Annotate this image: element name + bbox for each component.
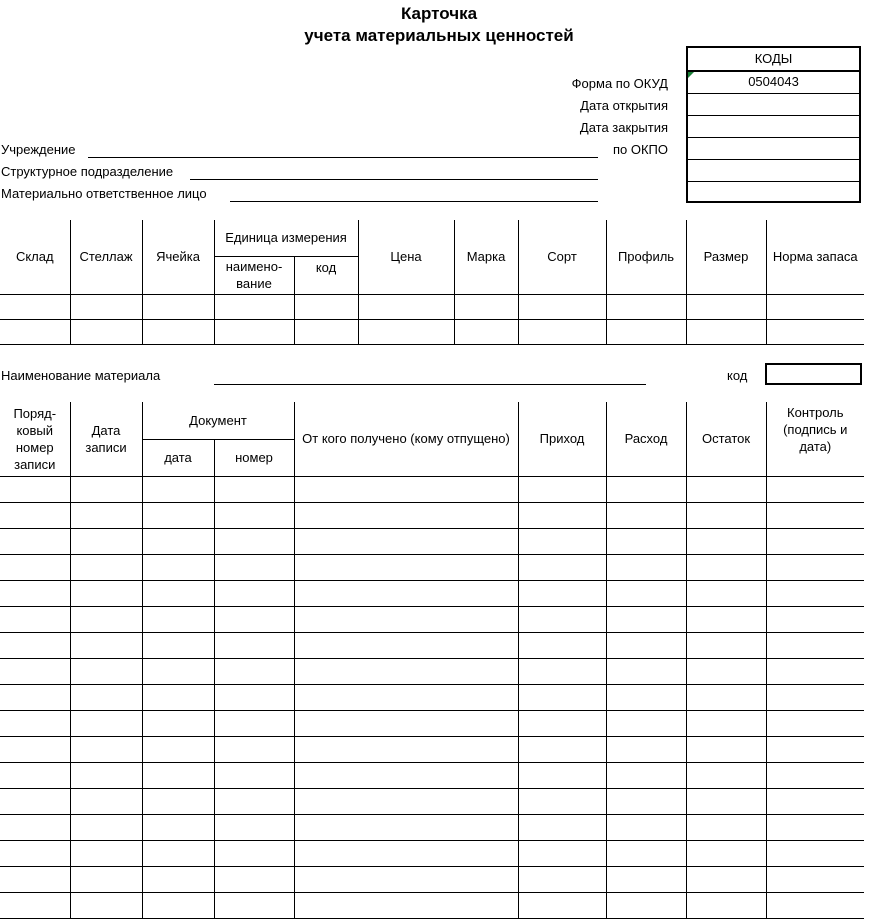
table-cell[interactable] [518, 710, 606, 736]
table-row [0, 319, 864, 344]
header-stock-norm: Норма запаса [766, 220, 864, 294]
table-cell[interactable] [294, 606, 518, 632]
table-cell[interactable] [606, 684, 686, 710]
table-cell[interactable] [70, 762, 142, 788]
table-cell[interactable] [766, 580, 864, 606]
table-cell[interactable] [294, 294, 358, 319]
table-row [0, 684, 864, 710]
table-cell[interactable] [0, 632, 70, 658]
table-cell[interactable] [142, 840, 214, 866]
table-cell[interactable] [518, 502, 606, 528]
table-cell[interactable] [214, 658, 294, 684]
table-cell[interactable] [518, 840, 606, 866]
table-cell[interactable] [766, 294, 864, 319]
table-cell[interactable] [294, 840, 518, 866]
table-cell[interactable] [606, 319, 686, 344]
table-cell[interactable] [518, 554, 606, 580]
table-cell[interactable] [518, 736, 606, 762]
table-cell[interactable] [606, 554, 686, 580]
table-cell[interactable] [454, 319, 518, 344]
table-cell[interactable] [766, 658, 864, 684]
table-cell[interactable] [142, 502, 214, 528]
table-cell[interactable] [0, 840, 70, 866]
table-cell[interactable] [214, 580, 294, 606]
header-unit-name: наимено- вание [214, 256, 294, 294]
header-document: Документ [142, 402, 294, 439]
table-cell[interactable] [606, 528, 686, 554]
table-row [0, 502, 864, 528]
table-row [0, 294, 864, 319]
responsible-line[interactable] [230, 201, 598, 202]
table-cell[interactable] [766, 736, 864, 762]
table-cell[interactable] [518, 814, 606, 840]
open-date-label: Дата открытия [580, 98, 668, 113]
table-cell[interactable] [70, 710, 142, 736]
header-record-date: Дата записи [70, 402, 142, 476]
table-cell[interactable] [294, 710, 518, 736]
table-cell[interactable] [70, 580, 142, 606]
table-cell[interactable] [518, 528, 606, 554]
table-cell[interactable] [518, 580, 606, 606]
header-unit-code: код [294, 256, 358, 294]
table-row [0, 528, 864, 554]
table-cell[interactable] [518, 762, 606, 788]
table-cell[interactable] [142, 658, 214, 684]
table-cell[interactable] [214, 319, 294, 344]
table-cell[interactable] [606, 892, 686, 918]
table-cell[interactable] [606, 294, 686, 319]
table-cell[interactable] [606, 502, 686, 528]
code-cell-5[interactable] [688, 159, 859, 181]
table-cell[interactable] [142, 580, 214, 606]
cell-marker-icon [688, 72, 694, 78]
table-cell[interactable] [766, 892, 864, 918]
header-expense: Расход [606, 402, 686, 476]
table-cell[interactable] [766, 684, 864, 710]
table-cell[interactable] [214, 476, 294, 502]
table-cell[interactable] [214, 892, 294, 918]
table-cell[interactable] [214, 866, 294, 892]
header-from-whom: От кого получено (кому отпущено) [294, 402, 518, 476]
close-date-cell[interactable] [688, 115, 859, 137]
table-cell[interactable] [294, 580, 518, 606]
table-cell[interactable] [686, 866, 766, 892]
table-cell[interactable] [766, 632, 864, 658]
table-cell[interactable] [0, 788, 70, 814]
table-cell[interactable] [518, 319, 606, 344]
table-cell[interactable] [142, 476, 214, 502]
table-cell[interactable] [0, 762, 70, 788]
table-cell[interactable] [214, 710, 294, 736]
header-size: Размер [686, 220, 766, 294]
table-cell[interactable] [358, 319, 454, 344]
material-code-box[interactable] [765, 363, 862, 385]
header-doc-number: номер [214, 439, 294, 476]
table-cell[interactable] [214, 788, 294, 814]
records-body [0, 476, 864, 918]
table-cell[interactable] [0, 554, 70, 580]
table-cell[interactable] [294, 736, 518, 762]
records-table [0, 402, 864, 919]
table-cell[interactable] [142, 294, 214, 319]
table-cell[interactable] [70, 736, 142, 762]
table-cell[interactable] [70, 684, 142, 710]
table-cell[interactable] [142, 528, 214, 554]
table-cell[interactable] [142, 319, 214, 344]
storage-table [0, 220, 864, 345]
table-cell[interactable] [0, 476, 70, 502]
table-cell[interactable] [686, 319, 766, 344]
table-cell[interactable] [686, 606, 766, 632]
table-cell[interactable] [0, 528, 70, 554]
table-row [0, 606, 864, 632]
table-cell[interactable] [70, 866, 142, 892]
table-cell[interactable] [142, 814, 214, 840]
table-cell[interactable] [0, 892, 70, 918]
table-cell[interactable] [766, 866, 864, 892]
table-cell[interactable] [766, 788, 864, 814]
table-cell[interactable] [606, 710, 686, 736]
table-cell[interactable] [518, 294, 606, 319]
table-cell[interactable] [294, 684, 518, 710]
form-title-line2: учета материальных ценностей [304, 26, 574, 45]
table-cell[interactable] [766, 710, 864, 736]
table-row [0, 866, 864, 892]
table-cell[interactable] [518, 606, 606, 632]
table-cell[interactable] [686, 892, 766, 918]
header-income: Приход [518, 402, 606, 476]
table-cell[interactable] [606, 762, 686, 788]
header-warehouse: Склад [0, 220, 70, 294]
table-cell[interactable] [518, 632, 606, 658]
institution-line[interactable] [88, 157, 598, 158]
table-cell[interactable] [686, 840, 766, 866]
table-cell[interactable] [70, 658, 142, 684]
table-cell[interactable] [70, 606, 142, 632]
table-row [0, 892, 864, 918]
table-cell[interactable] [518, 476, 606, 502]
table-cell[interactable] [518, 866, 606, 892]
subdivision-label: Структурное подразделение [1, 164, 174, 179]
material-name-label: Наименование материала [1, 368, 161, 383]
table-cell[interactable] [142, 710, 214, 736]
table-cell[interactable] [214, 762, 294, 788]
table-cell[interactable] [70, 554, 142, 580]
table-cell[interactable] [142, 762, 214, 788]
table-cell[interactable] [214, 840, 294, 866]
table-cell[interactable] [766, 476, 864, 502]
table-cell[interactable] [214, 554, 294, 580]
table-cell[interactable] [686, 736, 766, 762]
table-cell[interactable] [294, 319, 358, 344]
table-row [0, 762, 864, 788]
table-cell[interactable] [214, 814, 294, 840]
table-cell[interactable] [294, 502, 518, 528]
okpo-cell[interactable] [688, 137, 859, 159]
table-cell[interactable] [0, 866, 70, 892]
table-cell[interactable] [0, 319, 70, 344]
table-cell[interactable] [70, 892, 142, 918]
table-cell[interactable] [294, 892, 518, 918]
table-cell[interactable] [606, 632, 686, 658]
table-cell[interactable] [70, 840, 142, 866]
table-cell[interactable] [766, 840, 864, 866]
table-cell[interactable] [606, 606, 686, 632]
table-cell[interactable] [766, 554, 864, 580]
table-cell[interactable] [0, 294, 70, 319]
table-cell[interactable] [142, 684, 214, 710]
table-cell[interactable] [686, 814, 766, 840]
header-brand: Марка [454, 220, 518, 294]
table-cell[interactable] [294, 554, 518, 580]
table-cell[interactable] [0, 658, 70, 684]
table-cell[interactable] [142, 892, 214, 918]
header-price: Цена [358, 220, 454, 294]
code-cell-6[interactable] [688, 181, 859, 201]
table-cell[interactable] [0, 580, 70, 606]
table-cell[interactable] [606, 476, 686, 502]
table-cell[interactable] [766, 814, 864, 840]
table-cell[interactable] [358, 294, 454, 319]
table-cell[interactable] [686, 554, 766, 580]
table-cell[interactable] [518, 788, 606, 814]
subdivision-line[interactable] [190, 179, 598, 180]
table-cell[interactable] [606, 580, 686, 606]
table-cell[interactable] [70, 502, 142, 528]
table-cell[interactable] [518, 684, 606, 710]
table-cell[interactable] [0, 606, 70, 632]
codes-box [686, 46, 861, 203]
table-cell[interactable] [766, 319, 864, 344]
close-date-label: Дата закрытия [579, 120, 668, 135]
table-row [0, 840, 864, 866]
header-doc-date: дата [142, 439, 214, 476]
table-cell[interactable] [766, 762, 864, 788]
table-cell[interactable] [686, 658, 766, 684]
table-cell[interactable] [606, 814, 686, 840]
table-cell[interactable] [686, 684, 766, 710]
table-cell[interactable] [214, 528, 294, 554]
material-name-line[interactable] [214, 384, 646, 385]
header-balance: Остаток [686, 402, 766, 476]
table-cell[interactable] [70, 528, 142, 554]
table-cell[interactable] [0, 710, 70, 736]
table-row [0, 788, 864, 814]
header-unit: Единица измерения [214, 220, 358, 256]
table-cell[interactable] [294, 476, 518, 502]
table-cell[interactable] [686, 632, 766, 658]
table-cell[interactable] [142, 632, 214, 658]
material-code-label: код [727, 368, 748, 383]
table-cell[interactable] [142, 866, 214, 892]
table-cell[interactable] [214, 632, 294, 658]
table-cell[interactable] [0, 736, 70, 762]
table-cell[interactable] [686, 476, 766, 502]
table-row [0, 554, 864, 580]
table-cell[interactable] [294, 814, 518, 840]
table-cell[interactable] [294, 762, 518, 788]
table-cell[interactable] [70, 814, 142, 840]
table-cell[interactable] [70, 788, 142, 814]
table-cell[interactable] [606, 736, 686, 762]
table-cell[interactable] [686, 294, 766, 319]
table-cell[interactable] [142, 736, 214, 762]
okpo-label: по ОКПО [612, 142, 668, 157]
table-row [0, 580, 864, 606]
table-row [0, 736, 864, 762]
header-seq-no: Поряд- ковый номер записи [0, 402, 70, 476]
table-cell[interactable] [686, 580, 766, 606]
table-cell[interactable] [0, 814, 70, 840]
table-cell[interactable] [294, 658, 518, 684]
header-profile: Профиль [606, 220, 686, 294]
header-cell: Ячейка [142, 220, 214, 294]
table-cell[interactable] [606, 658, 686, 684]
table-cell[interactable] [214, 294, 294, 319]
table-cell[interactable] [0, 502, 70, 528]
table-cell[interactable] [294, 788, 518, 814]
table-cell[interactable] [686, 502, 766, 528]
table-cell[interactable] [142, 606, 214, 632]
table-cell[interactable] [214, 606, 294, 632]
table-row [0, 710, 864, 736]
table-cell[interactable] [766, 528, 864, 554]
table-cell[interactable] [766, 502, 864, 528]
table-cell[interactable] [294, 632, 518, 658]
table-row [0, 814, 864, 840]
table-cell[interactable] [766, 606, 864, 632]
codes-header: КОДЫ [754, 51, 793, 66]
okud-value-cell[interactable] [688, 70, 859, 93]
institution-label: Учреждение [1, 142, 76, 157]
table-cell[interactable] [454, 294, 518, 319]
table-cell[interactable] [214, 502, 294, 528]
table-cell[interactable] [70, 476, 142, 502]
table-cell[interactable] [0, 684, 70, 710]
open-date-cell[interactable] [688, 93, 859, 115]
table-cell[interactable] [142, 788, 214, 814]
header-grade: Сорт [518, 220, 606, 294]
okud-label: Форма по ОКУД [571, 76, 668, 91]
table-row [0, 632, 864, 658]
table-cell[interactable] [294, 528, 518, 554]
table-cell[interactable] [606, 788, 686, 814]
table-row [0, 476, 864, 502]
okud-value: 0504043 [748, 74, 799, 89]
form-title-line1: Карточка [400, 4, 478, 23]
table-cell[interactable] [686, 528, 766, 554]
table-cell[interactable] [142, 554, 214, 580]
responsible-label: Материально ответственное лицо [1, 186, 207, 201]
table-cell[interactable] [686, 788, 766, 814]
table-row [0, 658, 864, 684]
table-cell[interactable] [70, 632, 142, 658]
table-cell[interactable] [518, 892, 606, 918]
header-rack: Стеллаж [70, 220, 142, 294]
header-control: Контроль (подпись и дата) [766, 402, 864, 476]
table-cell[interactable] [606, 866, 686, 892]
table-cell[interactable] [70, 294, 142, 319]
table-cell[interactable] [686, 762, 766, 788]
table-cell[interactable] [606, 840, 686, 866]
table-cell[interactable] [70, 319, 142, 344]
table-cell[interactable] [214, 684, 294, 710]
table-cell[interactable] [518, 658, 606, 684]
table-cell[interactable] [294, 866, 518, 892]
table-cell[interactable] [686, 710, 766, 736]
table-cell[interactable] [214, 736, 294, 762]
